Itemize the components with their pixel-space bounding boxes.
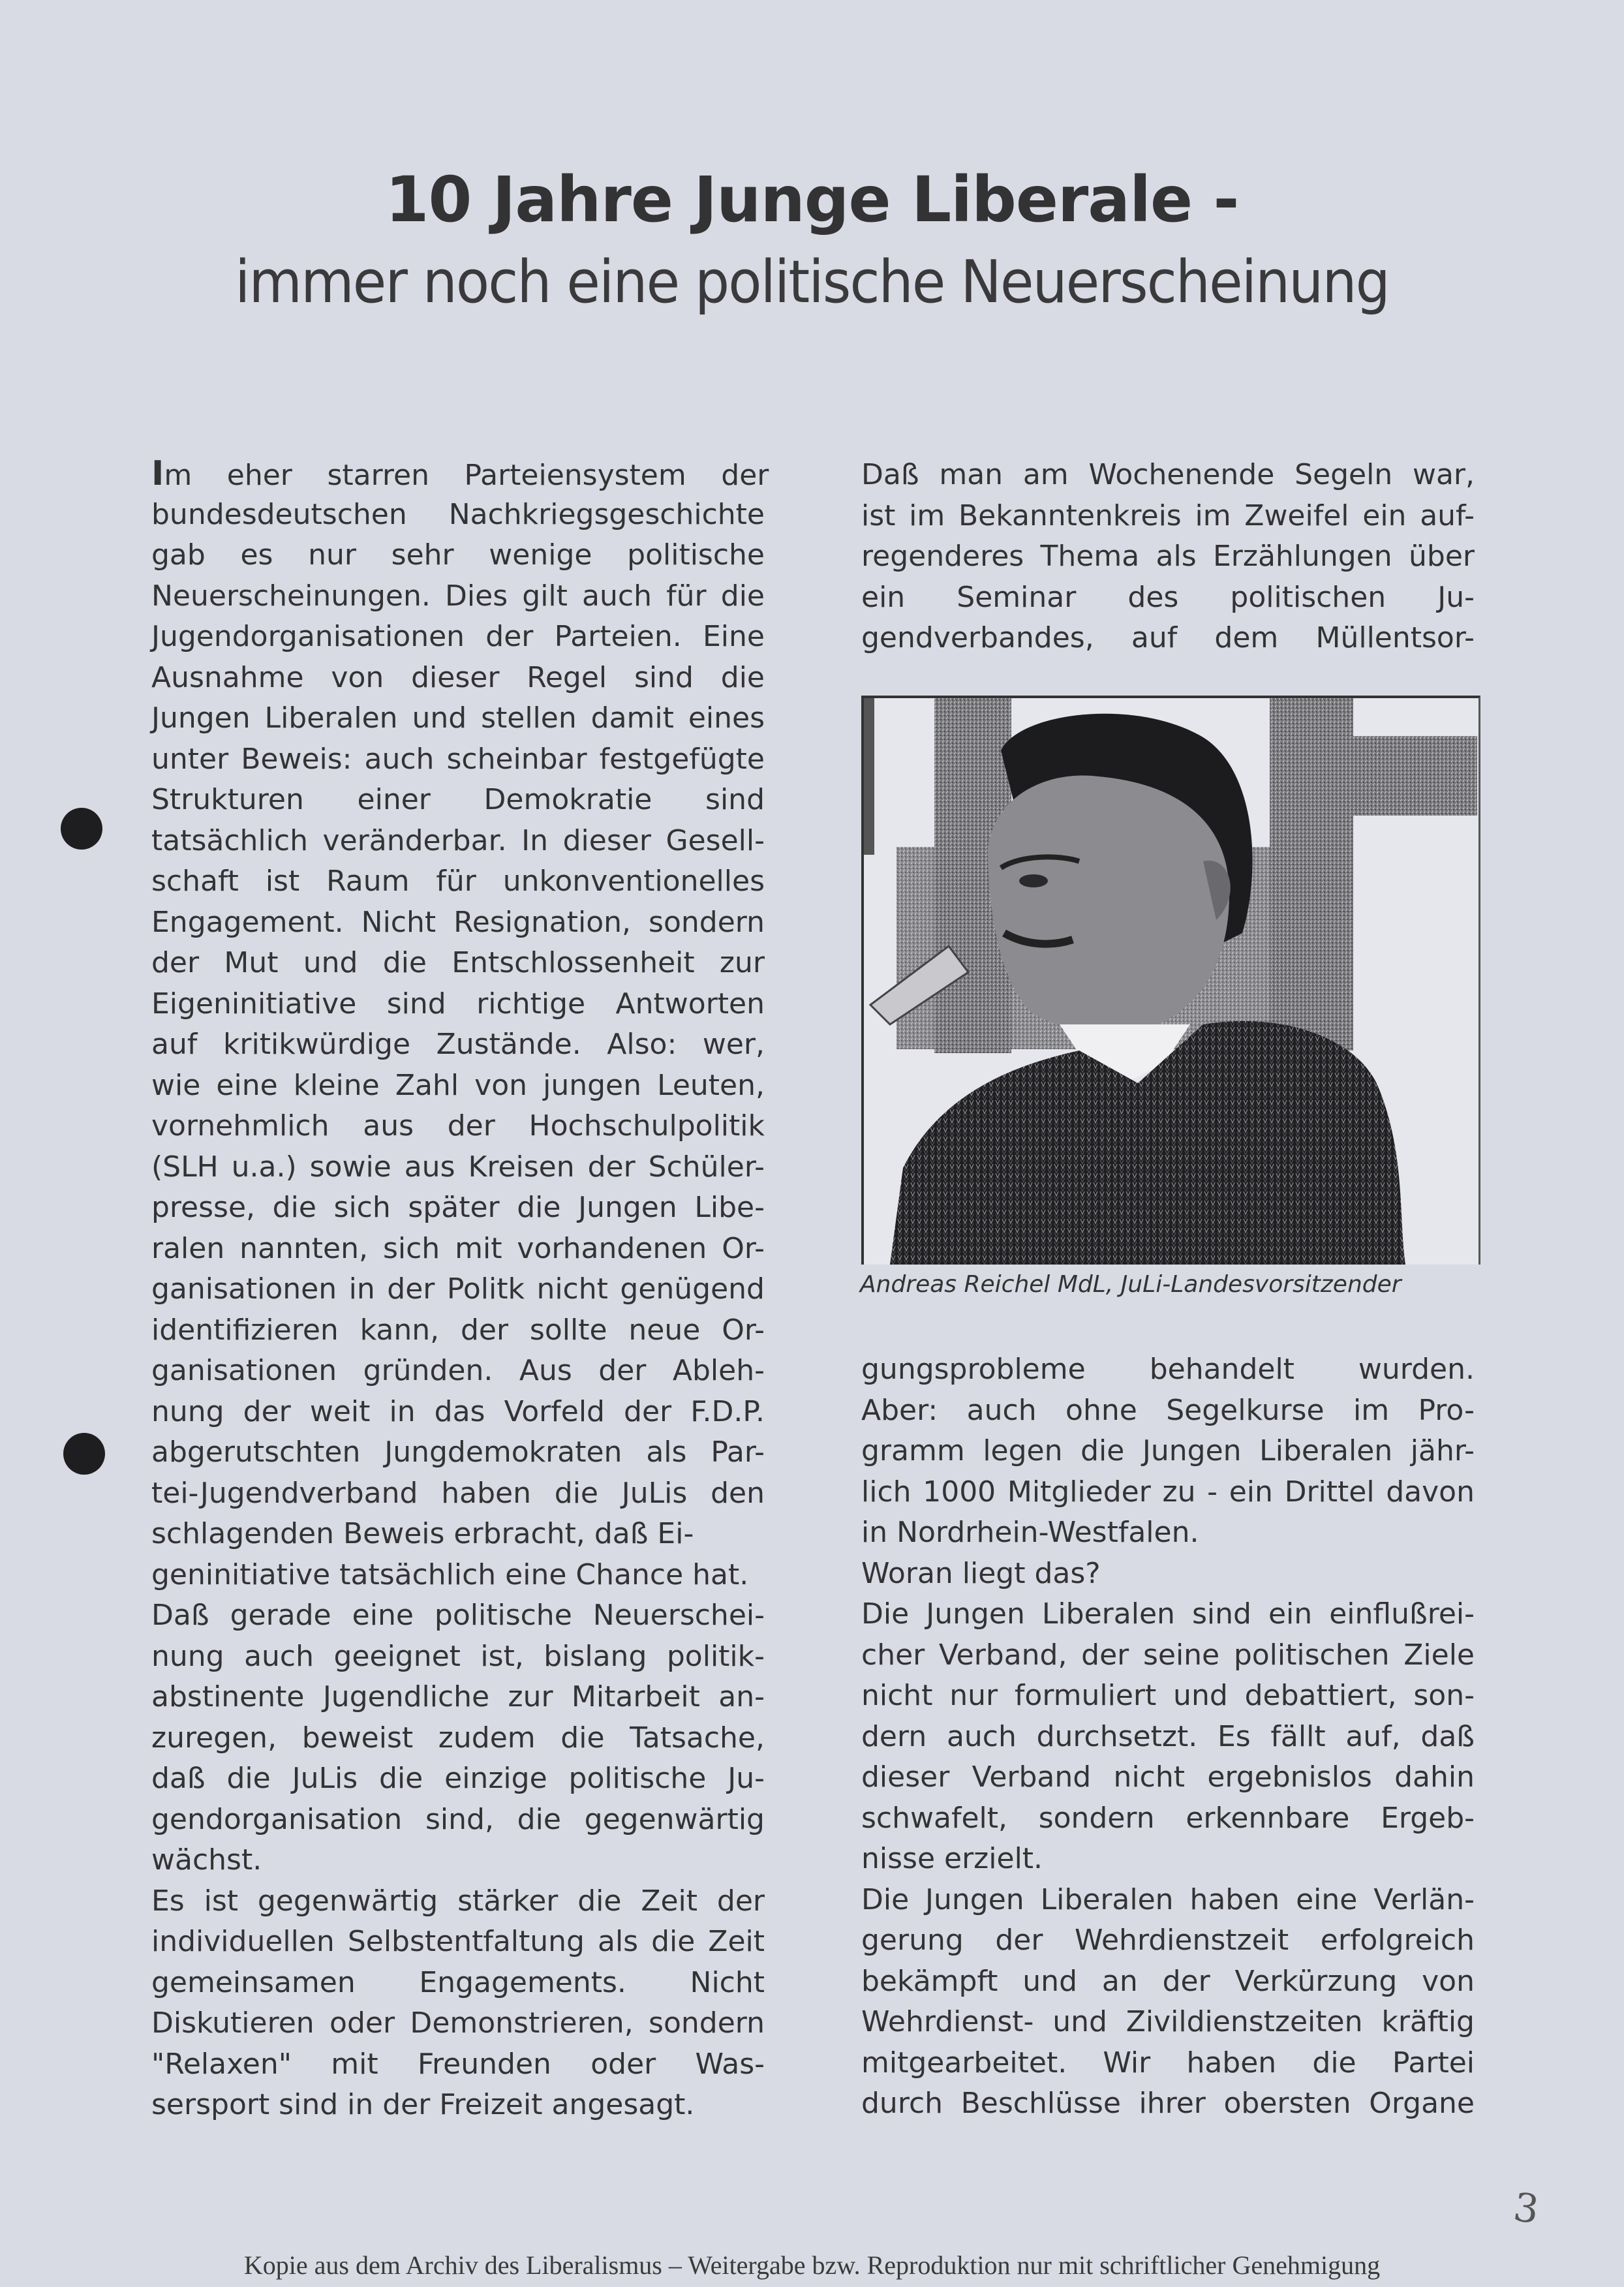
- text-line-content: gab es nur sehr wenige politische: [151, 538, 765, 572]
- text-line-content: Eigeninitiative sind richtige Antworten: [151, 987, 765, 1021]
- text-line-content: mitgearbeitet. Wir haben die Partei: [861, 2046, 1475, 2080]
- text-line: [151, 1024, 765, 1066]
- text-line-content: bekämpft und an der Verkürzung von: [861, 1964, 1475, 1998]
- text-line: [151, 1555, 765, 1596]
- text-line: [151, 1188, 765, 1229]
- archive-footer-notice: Kopie aus dem Archiv des Liberalismus – Weitergabe bzw. Reproduktion nur mit schriftlicher Genehmigung: [243, 2250, 1381, 2280]
- text-line-content: lich 1000 Mitglieder zu - ein Drittel davon: [861, 1475, 1475, 1509]
- text-line-content: Es ist gegenwärtig stärker die Zeit der: [151, 1884, 765, 1918]
- text-line-content: regenderes Thema als Erzählungen über: [861, 540, 1475, 573]
- text-line: [151, 698, 765, 739]
- text-line: [861, 1594, 1475, 1635]
- text-line-content: wie eine kleine Zahl von jungen Leuten,: [151, 1068, 765, 1102]
- text-line: [861, 1472, 1475, 1513]
- text-line: [861, 1554, 1475, 1595]
- text-line-content: sersport sind in der Freizeit angesagt.: [151, 2088, 695, 2121]
- text-line: [151, 453, 769, 495]
- text-line: [151, 861, 765, 902]
- text-line: [151, 495, 765, 536]
- text-line: [861, 496, 1475, 537]
- text-line: [151, 1758, 765, 1800]
- text-line: [151, 1147, 765, 1188]
- text-line: [861, 1717, 1475, 1758]
- text-line: [151, 1881, 765, 1922]
- text-line: [861, 1757, 1475, 1798]
- text-line: [861, 1635, 1475, 1676]
- text-line-content: (SLH u.a.) sowie aus Kreisen der Schüler-: [151, 1150, 765, 1184]
- punch-hole: [61, 808, 102, 850]
- text-line-content: Wehrdienst- und Zivildienstzeiten kräftig: [861, 2005, 1475, 2038]
- text-line-content: Daß man am Wochenende Segeln war,: [861, 458, 1475, 491]
- text-line-content: geninitiative tatsächlich eine Chance hat.: [151, 1558, 749, 1591]
- text-line-content: nisse erzielt.: [861, 1842, 1043, 1875]
- text-line: [861, 1880, 1475, 1921]
- text-line: [861, 1920, 1475, 1961]
- text-line: [861, 1431, 1475, 1472]
- portrait-photo-illustration: [864, 698, 1478, 1265]
- article-photo: [861, 696, 1480, 1265]
- text-line-content: vornehmlich aus der Hochschulpolitik: [151, 1109, 765, 1143]
- text-line-content: schwafelt, sondern erkennbare Ergeb-: [861, 1801, 1475, 1835]
- text-line: [151, 1840, 765, 1881]
- text-line-content: abgerutschten Jungdemokraten als Par-: [151, 1435, 765, 1469]
- text-line: [151, 821, 765, 862]
- text-line-content: schlagenden Beweis erbracht, daß Ei-: [151, 1517, 694, 1550]
- text-line: [151, 2044, 765, 2085]
- text-line-content: Diskutieren oder Demonstrieren, sondern: [151, 2006, 765, 2040]
- text-line: [861, 1390, 1475, 1432]
- text-line-content: ein Seminar des politischen Ju-: [861, 580, 1475, 614]
- text-line: [151, 1677, 765, 1718]
- text-line: [151, 1351, 765, 1392]
- text-line-content: Jungen Liberalen und stellen damit eines: [151, 701, 765, 735]
- text-line: [151, 1310, 765, 1351]
- text-line: [861, 618, 1475, 659]
- text-line: [861, 1961, 1475, 2003]
- text-line: [151, 1922, 765, 1963]
- text-line: [151, 1636, 765, 1678]
- text-line: [151, 1595, 765, 1636]
- text-line: [151, 1800, 765, 1841]
- text-line-content: cher Verband, der seine politischen Ziele: [861, 1638, 1475, 1672]
- text-line-content: Die Jungen Liberalen sind ein einflußrei-: [861, 1597, 1475, 1631]
- text-line: [151, 535, 765, 576]
- text-line: [861, 1839, 1475, 1880]
- text-line: [861, 455, 1475, 496]
- text-line-content: Neuerscheinungen. Dies gilt auch für die: [151, 579, 765, 613]
- article-column-left: [151, 453, 769, 2126]
- text-line: [151, 1066, 765, 1107]
- article-subtitle: immer noch eine politische Neuerscheinung: [235, 248, 1389, 316]
- text-line: [151, 1514, 765, 1555]
- text-line-content: Engagement. Nicht Resignation, sondern: [151, 905, 765, 939]
- text-line-content: Daß gerade eine politische Neuerschei-: [151, 1599, 765, 1632]
- text-line: [151, 1963, 765, 2004]
- text-line-content: tei-Jugendverband haben die JuLis den: [151, 1476, 765, 1510]
- text-line-content: schaft ist Raum für unkonventionelles: [151, 865, 765, 898]
- text-line: [151, 2085, 765, 2126]
- text-line: [861, 2083, 1475, 2125]
- text-line-content: gungsprobleme behandelt wurden.: [861, 1353, 1475, 1386]
- text-line-content: Ausnahme von dieser Regel sind die: [151, 660, 765, 694]
- text-line: [861, 1512, 1475, 1554]
- text-line-content: ganisationen in der Politk nicht genügend: [151, 1272, 765, 1306]
- text-line-content: Die Jungen Liberalen haben eine Verlän-: [861, 1882, 1475, 1916]
- text-line-content: durch Beschlüsse ihrer obersten Organe: [861, 2087, 1475, 2120]
- text-line-content: tatsächlich veränderbar. In dieser Gesell-: [151, 823, 765, 857]
- text-line-content: Jugendorganisationen der Parteien. Eine: [151, 620, 765, 653]
- text-line-content: in Nordrhein-Westfalen.: [861, 1516, 1199, 1549]
- text-line-content: auf kritikwürdige Zustände. Also: wer,: [151, 1028, 765, 1061]
- text-line-content: der Mut und die Entschlossenheit zur: [151, 946, 765, 979]
- text-line: [151, 576, 765, 617]
- handwritten-page-number: 3: [1510, 2184, 1542, 2233]
- text-line: [861, 2043, 1475, 2084]
- text-line-content: zuregen, beweist zudem die Tatsache,: [151, 1721, 765, 1755]
- text-line-content: ist im Bekanntenkreis im Zweifel ein auf-: [861, 499, 1475, 532]
- text-line: [861, 1676, 1475, 1717]
- text-line: [151, 1432, 765, 1473]
- text-line-content: ganisationen gründen. Aus der Ableh-: [151, 1354, 765, 1387]
- text-line-content: m eher starren Parteiensystem der: [164, 459, 769, 492]
- text-line-content: Strukturen einer Demokratie sind: [151, 783, 765, 816]
- text-line: [151, 780, 765, 821]
- text-line-content: wächst.: [151, 1843, 262, 1877]
- text-line: [151, 739, 765, 780]
- punch-hole: [63, 1433, 105, 1475]
- text-line-content: identifizieren kann, der sollte neue Or-: [151, 1313, 765, 1347]
- text-line: [151, 1229, 765, 1270]
- text-line: [861, 2002, 1475, 2043]
- text-line-content: Woran liegt das?: [861, 1556, 1101, 1590]
- text-line: [151, 658, 765, 699]
- text-line: [151, 1718, 765, 1759]
- article-column-right-bottom: [861, 1349, 1475, 2125]
- text-line-content: Aber: auch ohne Segelkurse im Pro-: [861, 1393, 1475, 1427]
- text-line-content: gendverbandes, auf dem Müllentsor-: [861, 621, 1475, 654]
- text-line: [861, 1798, 1475, 1839]
- text-line-content: dieser Verband nicht ergebnislos dahin: [861, 1760, 1475, 1794]
- text-line-content: unter Beweis: auch scheinbar festgefügte: [151, 742, 765, 776]
- text-line-content: individuellen Selbstentfaltung als die Zeit: [151, 1925, 765, 1958]
- text-line: [151, 984, 765, 1025]
- text-line: [151, 2003, 765, 2044]
- text-line-content: gerung der Wehrdienstzeit erfolgreich: [861, 1924, 1475, 1957]
- text-line: [861, 536, 1475, 577]
- text-line: [151, 617, 765, 658]
- text-line: [151, 943, 765, 984]
- text-line-content: "Relaxen" mit Freunden oder Was-: [151, 2047, 765, 2081]
- text-line-content: bundesdeutschen Nachkriegsgeschichte: [151, 497, 765, 531]
- text-line-content: daß die JuLis die einzige politische Ju-: [151, 1762, 765, 1795]
- text-line-content: ralen nannten, sich mit vorhandenen Or-: [151, 1231, 765, 1265]
- text-line-content: abstinente Jugendliche zur Mitarbeit an-: [151, 1680, 765, 1713]
- text-line-content: gramm legen die Jungen Liberalen jähr-: [861, 1434, 1475, 1467]
- text-line-content: nung auch geeignet ist, bislang politik-: [151, 1639, 765, 1673]
- text-line: [151, 902, 765, 944]
- text-line: [151, 1269, 765, 1310]
- text-line: [151, 1106, 765, 1147]
- article-column-right-top: [861, 455, 1475, 659]
- photo-caption: Andreas Reichel MdL, JuLi-Landesvorsitzender: [860, 1271, 1402, 1298]
- text-line-content: gemeinsamen Engagements. Nicht: [151, 1965, 765, 1999]
- article-title: 10 Jahre Junge Liberale -: [385, 163, 1239, 236]
- text-line: [861, 1349, 1475, 1390]
- text-line-content: nung der weit in das Vorfeld der F.D.P.: [151, 1394, 765, 1428]
- text-line: [861, 577, 1475, 619]
- drop-cap: I: [151, 454, 164, 493]
- text-line: [151, 1473, 765, 1514]
- text-line-content: nicht nur formuliert und debattiert, son-: [861, 1679, 1475, 1712]
- text-line-content: gendorganisation sind, die gegenwärtig: [151, 1802, 765, 1836]
- text-line: [151, 1392, 765, 1433]
- text-line-content: presse, die sich später die Jungen Libe-: [151, 1191, 765, 1224]
- text-line-content: dern auch durchsetzt. Es fällt auf, daß: [861, 1719, 1475, 1753]
